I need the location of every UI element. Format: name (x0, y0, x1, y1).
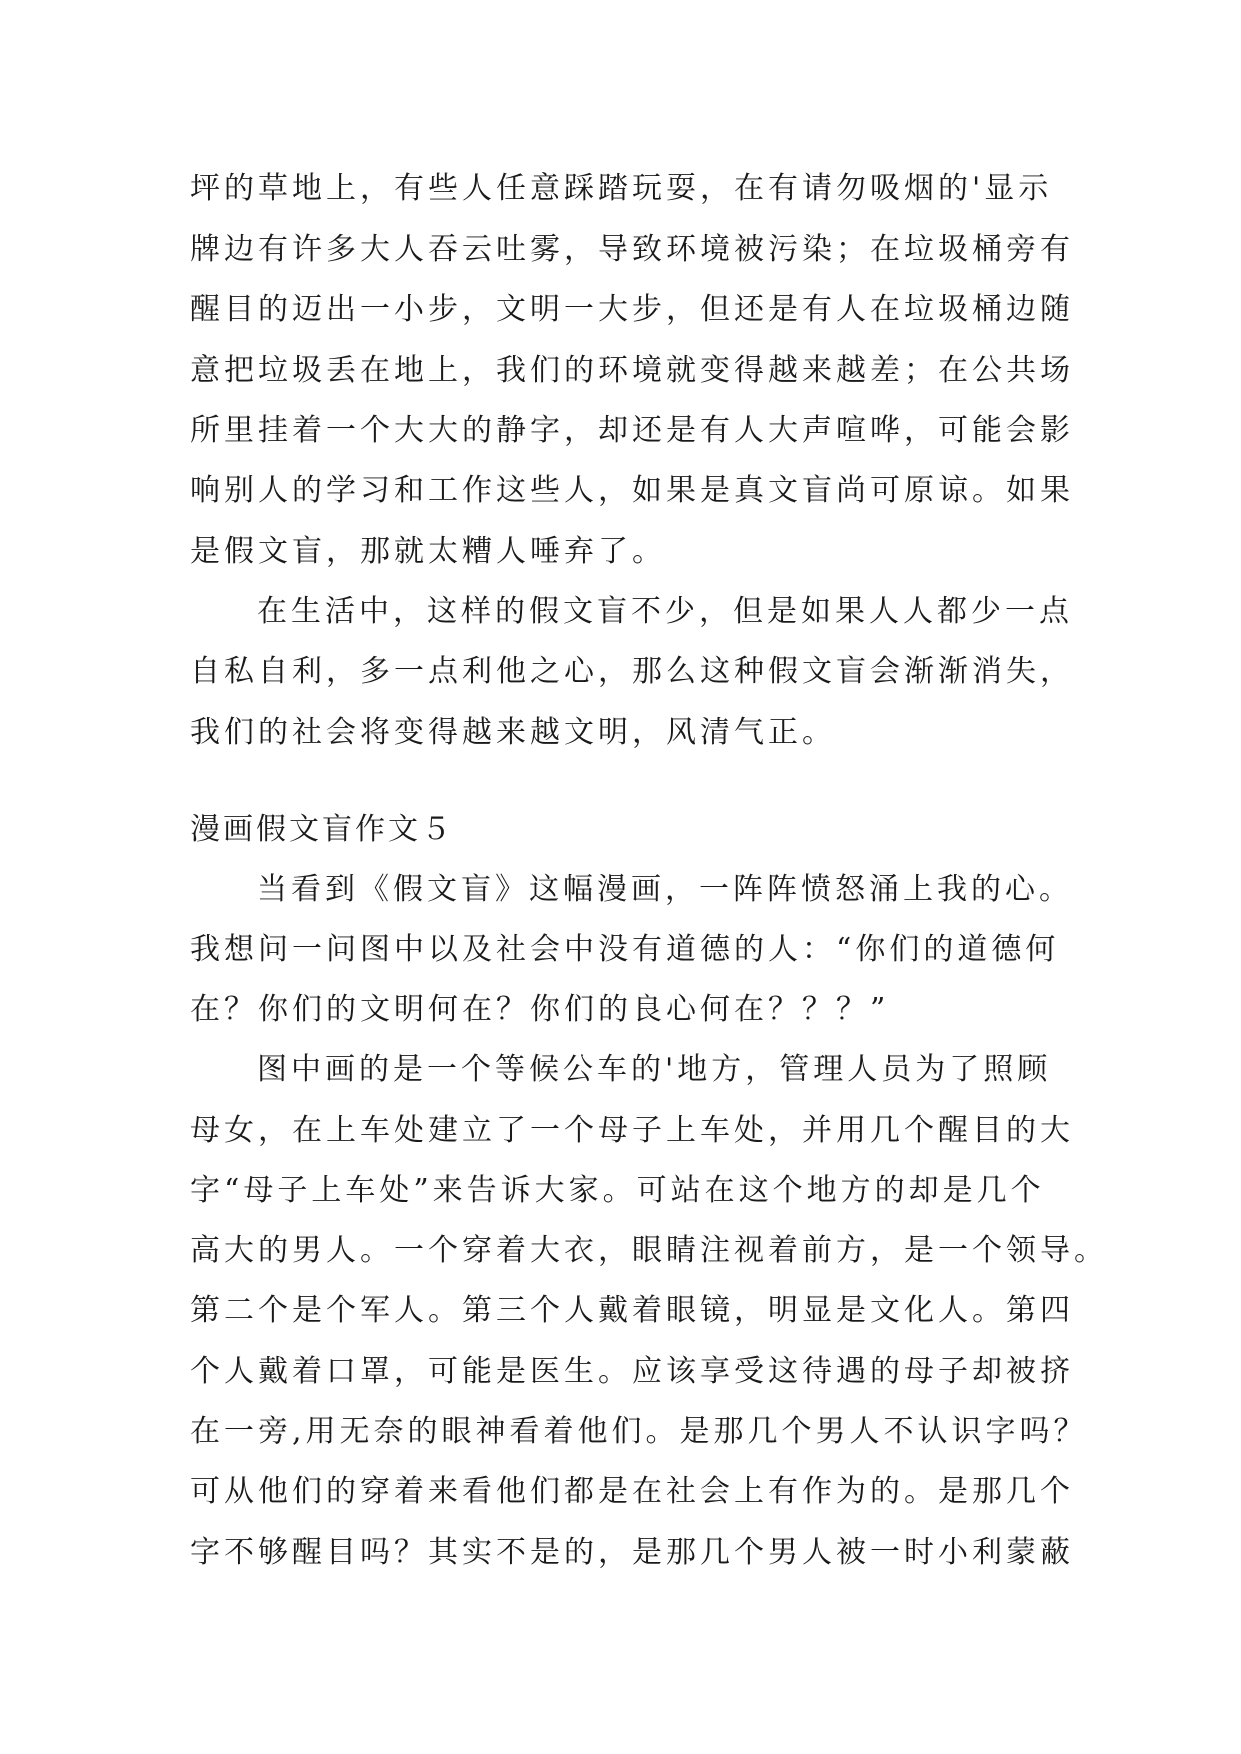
text-line: 所里挂着一个大大的静字，却还是有人大声喧哗，可能会影 (190, 413, 1074, 448)
paragraph-first-line: 在生活中，这样的假文盲不少，但是如果人人都少一点 (257, 594, 1073, 629)
text-line: 字不够醒目吗？其实不是的，是那几个男人被一时小利蒙蔽 (190, 1535, 1074, 1570)
text-line: 响别人的学习和工作这些人，如果是真文盲尚可原谅。如果 (190, 473, 1074, 508)
text-line: 自私自利，多一点利他之心，那么这种假文盲会渐渐消失， (190, 654, 1074, 689)
text-line: 是假文盲，那就太糟人唾弃了。 (190, 534, 666, 569)
text-line: 醒目的迈出一小步，文明一大步，但还是有人在垃圾桶边随 (190, 292, 1074, 327)
text-line: 我们的社会将变得越来越文明，风清气正。 (190, 715, 836, 750)
text-line: 第二个是个军人。第三个人戴着眼镜，明显是文化人。第四 (190, 1293, 1074, 1328)
text-line: 在？你们的文明何在？你们的良心何在？？？” (190, 992, 890, 1027)
text-line: 意把垃圾丢在地上，我们的环境就变得越来越差；在公共场 (190, 353, 1074, 388)
section-heading: 漫画假文盲作文５ (190, 812, 454, 847)
text-line: 母女，在上车处建立了一个母子上车处，并用几个醒目的大 (190, 1113, 1074, 1148)
text-line: 高大的男人。一个穿着大衣，眼睛注视着前方，是一个领导。 (190, 1233, 1108, 1268)
text-line: 坪的草地上，有些人任意踩踏玩耍，在有请勿吸烟的'显示 (190, 171, 1053, 206)
text-line: 牌边有许多大人吞云吐雾，导致环境被污染；在垃圾桶旁有 (190, 232, 1074, 267)
text-line: 我想问一问图中以及社会中没有道德的人：“你们的道德何 (190, 932, 1060, 967)
text-line: 字“母子上车处”来告诉大家。可站在这个地方的却是几个 (190, 1173, 1045, 1208)
text-line: 可从他们的穿着来看他们都是在社会上有作为的。是那几个 (190, 1474, 1074, 1509)
paragraph-first-line: 当看到《假文盲》这幅漫画，一阵阵愤怒涌上我的心。 (257, 872, 1073, 907)
text-line: 个人戴着口罩，可能是医生。应该享受这待遇的母子却被挤 (190, 1354, 1074, 1389)
paragraph-first-line: 图中画的是一个等候公车的'地方，管理人员为了照顾 (257, 1052, 1052, 1087)
text-line: 在一旁,用无奈的眼神看着他们。是那几个男人不认识字吗？ (190, 1414, 1088, 1449)
